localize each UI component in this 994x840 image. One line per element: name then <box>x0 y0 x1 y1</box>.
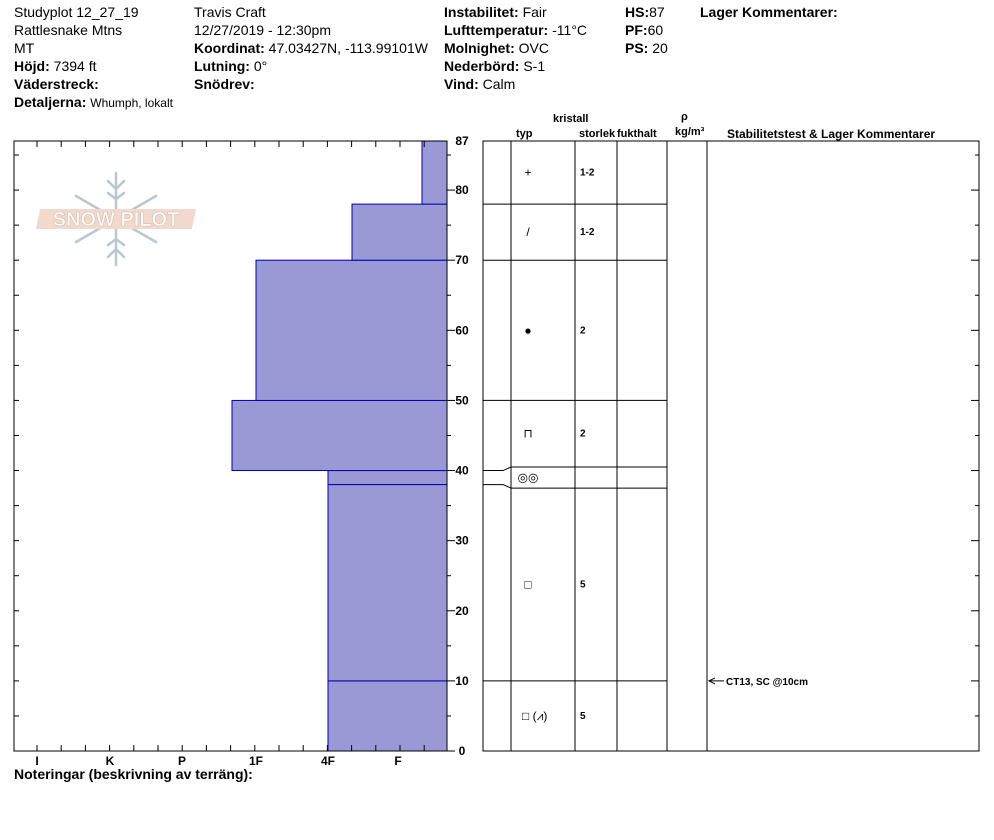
grain-type-symbol: □ (⩘) <box>522 708 548 723</box>
ps-value: 20 <box>652 40 668 56</box>
site-name: Studyplot 12_27_19 <box>14 4 139 20</box>
elevation-label: Höjd: <box>14 58 50 74</box>
grain-size-label: 2 <box>580 325 586 337</box>
y-tick-label: 60 <box>455 323 469 338</box>
grain-type-symbol: ● <box>524 323 532 338</box>
hardness-bar <box>328 681 447 751</box>
grain-type-symbol: ◎◎ <box>517 470 539 485</box>
x-tick-label: I <box>35 754 39 768</box>
grain-size-label: 1-2 <box>580 167 595 179</box>
hardness-bar <box>422 141 447 204</box>
details-value: Whumph, lokalt <box>90 96 173 110</box>
grain-size-label: 5 <box>580 579 586 591</box>
grain-type-symbol: □ <box>524 577 532 592</box>
y-tick-label: 40 <box>455 463 469 478</box>
crystal-heading: kristall <box>553 113 589 125</box>
layer-connector-line <box>483 485 511 489</box>
drift-label: Snödrev: <box>194 76 255 92</box>
stability-test-label: CT13, SC @10cm <box>726 676 809 688</box>
y-tick-label: 87 <box>455 134 469 148</box>
precip-value: S-1 <box>523 58 546 74</box>
y-tick-label: 0 <box>458 744 466 758</box>
rho-heading: ρ <box>681 111 688 123</box>
grain-type-symbol: + <box>524 165 532 180</box>
hardness-bar <box>256 260 447 400</box>
y-tick-label: 50 <box>455 393 469 408</box>
details-label: Detaljerna: <box>14 94 87 110</box>
instability-value: Fair <box>522 4 547 20</box>
snowpilot-logo <box>36 173 196 265</box>
layer-comments-label: Lager Kommentarer: <box>700 4 838 20</box>
grain-size-label: 1-2 <box>580 227 595 239</box>
size-heading: storlek <box>579 128 616 140</box>
range-name: Rattlesnake Mtns <box>14 22 123 38</box>
y-tick-label: 20 <box>455 603 469 618</box>
y-tick-label: 10 <box>455 673 469 688</box>
hardness-bar <box>328 485 447 681</box>
notes-label: Noteringar (beskrivning av terräng): <box>14 766 253 782</box>
observation-datetime: 12/27/2019 - 12:30pm <box>194 22 331 38</box>
x-tick-label: F <box>394 754 402 768</box>
airtemp-value: -11°C <box>552 22 588 38</box>
moisture-heading: fukthalt <box>617 128 657 140</box>
pf-label: PF: <box>625 22 648 38</box>
instability-label: Instabilitet: <box>444 4 519 20</box>
elevation-value: 7394 ft <box>53 58 97 74</box>
density-heading: kg/m³ <box>675 126 705 138</box>
layer-connector-line <box>483 467 511 471</box>
type-heading: typ <box>516 128 533 140</box>
observer-name: Travis Craft <box>194 4 266 20</box>
hardness-bar <box>352 204 447 260</box>
grain-size-label: 2 <box>580 428 586 440</box>
precip-label: Nederbörd: <box>444 58 520 74</box>
x-tick-label: 1F <box>248 754 264 768</box>
layer-table-frame <box>483 141 979 751</box>
grain-size-label: 5 <box>580 710 586 722</box>
slope-value: 0° <box>253 58 268 74</box>
wind-value: Calm <box>482 76 516 92</box>
coordinate-label: Koordinat: <box>194 40 265 56</box>
wind-label: Vind: <box>444 76 479 92</box>
state-name: MT <box>14 40 35 56</box>
sky-label: Molnighet: <box>444 40 515 56</box>
ps-label: PS: <box>625 40 649 56</box>
coordinate-value: 47.03427N, -113.99101W <box>268 40 428 56</box>
grain-type-symbol: ⊓ <box>523 426 533 441</box>
hs-label: HS: <box>625 4 650 20</box>
aspect-label: Väderstreck: <box>14 76 99 92</box>
x-tick-label: P <box>177 754 187 768</box>
y-tick-label: 30 <box>455 533 469 548</box>
x-tick-label: K <box>105 754 115 768</box>
y-tick-label: 70 <box>455 253 469 268</box>
stability-heading: Stabilitetstest & Lager Kommentarer <box>727 127 936 141</box>
y-tick-label: 80 <box>455 183 469 198</box>
pf-value: 60 <box>647 22 664 38</box>
hardness-bar <box>328 471 447 485</box>
slope-label: Lutning: <box>194 58 250 74</box>
logo-text: SNOW PILOT <box>52 209 180 231</box>
x-tick-label: 4F <box>320 754 336 768</box>
airtemp-label: Lufttemperatur: <box>444 22 549 38</box>
hardness-bar <box>232 400 447 470</box>
hs-value: 87 <box>649 4 665 20</box>
grain-type-symbol: / <box>526 225 530 240</box>
sky-value: OVC <box>518 40 549 56</box>
